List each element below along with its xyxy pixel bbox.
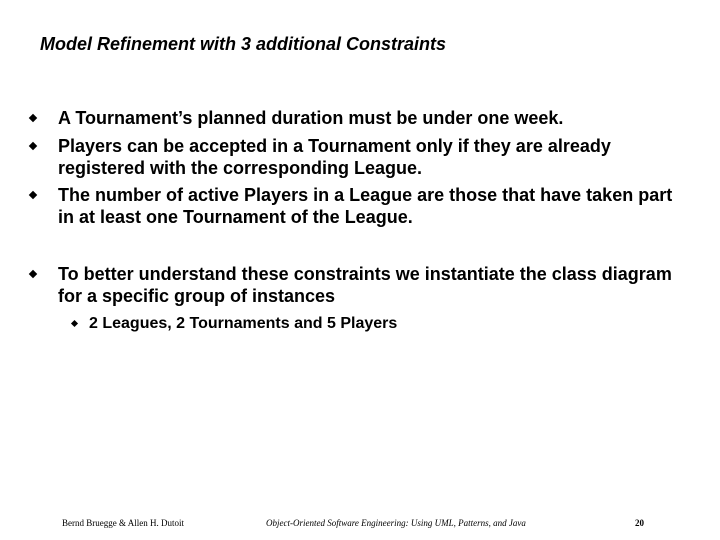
bullet-text: A Tournament’s planned duration must be under one week.	[58, 108, 564, 128]
footer-page-number: 20	[635, 518, 644, 528]
sub-bullet-text: 2 Leagues, 2 Tournaments and 5 Players	[89, 315, 398, 332]
bullet-text: The number of active Players in a League are those that have taken part in at least one Tournament of the League.	[58, 185, 673, 227]
diamond-bullet-icon	[29, 114, 37, 122]
diamond-sub-bullet-icon	[71, 320, 78, 327]
diamond-bullet-icon	[29, 270, 37, 278]
slide-title: Model Refinement with 3 additional Constraints	[40, 34, 447, 54]
bullet-text: Players can be accepted in a Tournament only if they are already registered with the corresponding League.	[58, 136, 611, 178]
bullet-text: To better understand these constraints we instantiate the class diagram for a specific group of instances	[58, 264, 672, 306]
diamond-bullet-icon	[29, 191, 37, 199]
footer-authors: Bernd Bruegge & Allen H. Dutoit	[62, 518, 184, 528]
diamond-bullet-icon	[29, 142, 37, 150]
footer-book-title: Object-Oriented Software Engineering: Using UML, Patterns, and Java	[266, 518, 526, 528]
